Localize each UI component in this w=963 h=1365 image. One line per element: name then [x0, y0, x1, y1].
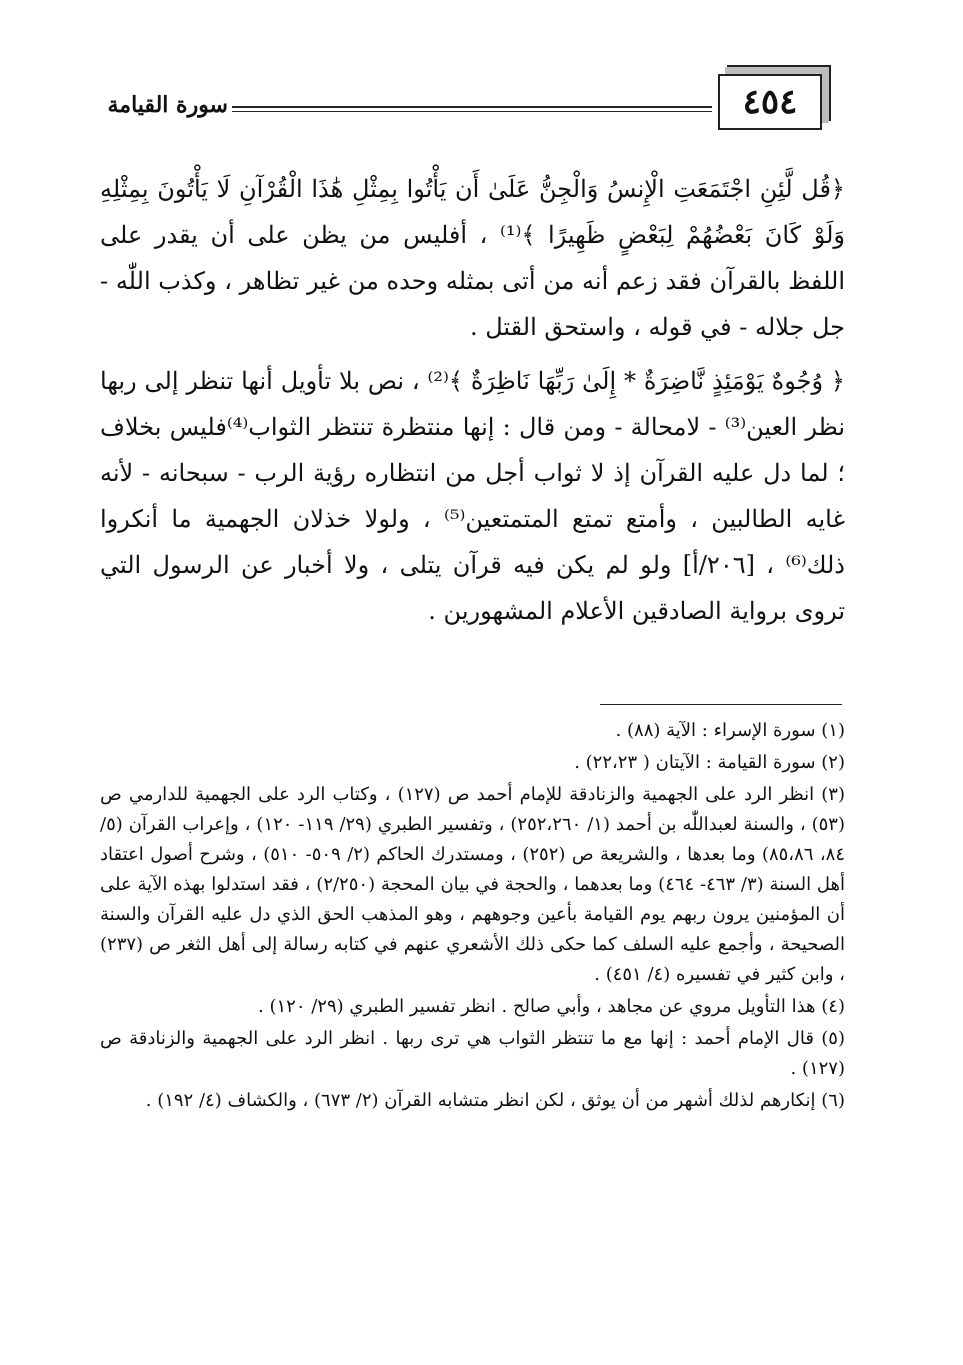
- page-header: [0, 0, 963, 140]
- page-number: ٤٥٤: [718, 74, 822, 130]
- paragraph: ﴿ وُجُوهٌ يَوْمَئِذٍ نَّاضِرَةٌ * إِلَىٰ رَبِّهَا نَاظِرَةٌ ﴾⁽²⁾ ، نص بلا تأويل أنها تنظر إلى ربها نظر العين⁽³⁾ - لامحالة - ومن قال : إنها منتظرة تنتظر الثواب⁽⁴⁾فليس بخلاف ؛ لما دل عليه القرآن إذ لا ثواب أجل من انتظاره رؤية الرب - سبحانه - لأنه غايه الطالبين ، وأمتع تمتع المتمتعين⁽⁵⁾ ، ولولا خذلان الجهمية ما أنكروا ذلك⁽⁶⁾ ، [٢٠٦/أ] ولو لم يكن فيه قرآن يتلى ، ولا أخبار عن الرسول التي تروى برواية الصادقين الأعلام المشهورين .: [100, 367, 846, 625]
- footnote: (١) سورة الإسراء : الآية (٨٨) .: [615, 720, 845, 741]
- footnote: (٤) هذا التأويل مروي عن مجاهد ، وأبي صالح . انظر تفسير الطبري (٢٩/ ١٢٠) .: [258, 996, 845, 1017]
- header-rule: [232, 106, 712, 112]
- footnote-separator: [600, 704, 842, 705]
- footnote: (٥) قال الإمام أحمد : إنها مع ما تنتظر الثواب هي ترى ربها . انظر الرد على الجهمية والزنادقة ص (١٢٧) .: [100, 1028, 845, 1079]
- footnote: (٣) انظر الرد على الجهمية والزنادقة للإمام أحمد ص (١٢٧) ، وكتاب الرد على الجهمية للدارمي ص (٥٣) ، والسنة لعبداللّٰه بن أحمد (١/ ٢٥٢،٢٦٠) ، وتفسير الطبري (٢٩/ ١١٩- ١٢٠) ، وإعراب القرآن (٥/ ٨٤، ٨٥،٨٦) وما بعدها ، والشريعة ص (٢٥٢) ، ومستدرك الحاكم (٢/ ٥٠٩- ٥١٠) ، وشرح أصول اعتقاد أهل السنة (٣/ ٤٦٣- ٤٦٤) وما بعدهما ، والحجة في بيان المحجة (٢/٢٥٠) ، فقد استدلوا بهذه الآية على أن المؤمنين يرون ربهم يوم القيامة بأعين وجوههم ، وهو المذهب الحق الذي دل عليه القرآن والسنة الصحيحة ، وأجمع عليه السلف كما حكى ذلك الأشعري عنهم في كتابه رسالة إلى أهل الثغر ص (٢٣٧) ، وابن كثير في تفسيره (٤/ ٤٥١) .: [100, 784, 846, 985]
- footnote: (٢) سورة القيامة : الآيتان ( ٢٢،٢٣) .: [574, 752, 845, 773]
- paragraph: ﴿قُل لَّئِنِ اجْتَمَعَتِ الْإِنسُ وَالْجِنُّ عَلَىٰ أَن يَأْتُوا بِمِثْلِ هَٰذَا الْقُرْآنِ لَا يَأْتُونَ بِمِثْلِهِ وَلَوْ كَانَ بَعْضُهُمْ لِبَعْضٍ ظَهِيرًا ﴾⁽¹⁾ ، أفليس من يظن على أن يقدر على اللفظ بالقرآن فقد زعم أنه من أتى بمثله وحده من غير تظاهر ، وكذب اللّٰه - جل جلاله - في قوله ، واستحق القتل .: [100, 175, 845, 341]
- surah-title: سورة القيامة: [107, 92, 228, 118]
- footnote: (٦) إنكارهم لذلك أشهر من أن يوثق ، لكن انظر متشابه القرآن (٢/ ٦٧٣) ، والكشاف (٤/ ١٩٢) .: [145, 1090, 845, 1111]
- footnotes: [100, 716, 845, 1118]
- main-text: [100, 166, 845, 642]
